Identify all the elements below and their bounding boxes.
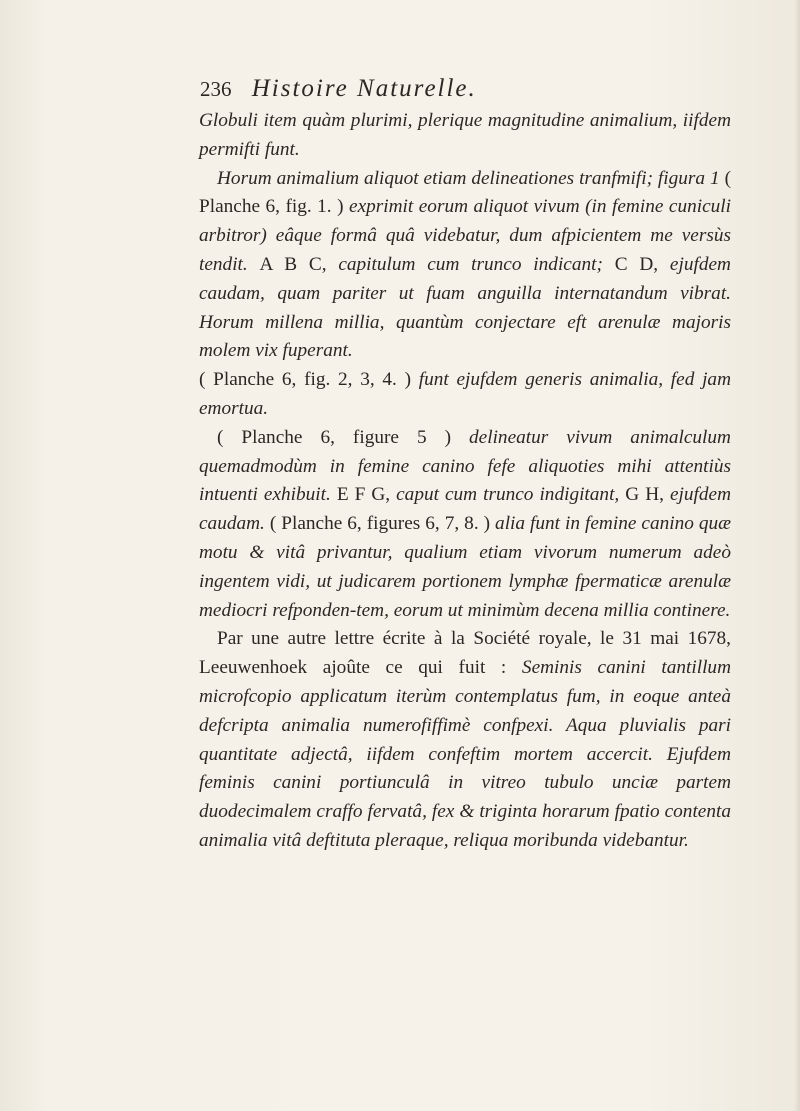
running-title: Histoire Naturelle.: [251, 75, 477, 102]
text-segment: Par une autre lettre écrite à la Société royale, le 31 mai 1678, Leeuwenhoek ajoûte ce qui fuit :: [199, 628, 731, 679]
text-segment: ejufdem caudam, quam pariter ut fuam anguilla internatandum vibrat. Horum millena millia, quantùm conjectare eft arenulæ majoris molem vix fuperant.: [199, 253, 731, 362]
text-segment: capitulum cum trunco indicant;: [338, 253, 615, 275]
text-segment: delineatur vivum animalculum quemadmodùm in femine canino fefe aliquoties mihi attentiùs intuenti exhibuit.: [199, 426, 731, 506]
text-segment: ( Planche 6, fig. 2, 3, 4. ): [199, 369, 419, 391]
text-segment: A B C,: [259, 253, 339, 275]
paragraph-5: [199, 625, 731, 855]
running-header: [200, 74, 640, 104]
text-segment: Seminis canini tantillum microfcopio applicatum iterùm contemplatus fum, in eoque anteà defcripta animalia numerofiffimè confpexi. Aqua pluvialis pari quantitate adjectâ, iifdem confeftim mortem accercit. Ejufdem feminis canini portiunculâ in vitreo tubulo unciæ partem duodecimalem craffo fervatâ, fex & triginta horarum fpatio contenta animalia vitâ deftituta pleraque, reliqua moribunda videbantur.: [199, 657, 731, 851]
text-segment: alia funt in femine canino quæ motu & vitâ privantur, qualium etiam vivorum numerum adeò ingentem vidi, ut judicarem portionem lymphæ fpermaticæ arenulæ mediocri refponden-tem, eorum ut minimùm decena millia continere.: [199, 513, 731, 621]
text-segment: Horum animalium aliquot etiam delineationes tranfmifi; figura 1: [217, 167, 725, 189]
text-segment: ( Planche 6, figure 5 ): [217, 426, 470, 448]
paragraph-4: [199, 424, 731, 626]
page-number: 236: [200, 77, 232, 101]
paragraph-3: [199, 366, 731, 424]
page-body: [199, 107, 731, 856]
text-segment: ( Planche 6, fig. 1. ): [199, 167, 731, 218]
text-segment: G H,: [625, 484, 670, 506]
text-segment: funt ejufdem generis animalia, fed jam emortua.: [199, 369, 731, 419]
paragraph-2: [199, 165, 731, 367]
text-segment: C D,: [614, 253, 670, 275]
text-segment: ejufdem caudam.: [199, 484, 731, 535]
text-segment: caput cum trunco indigitant,: [396, 484, 626, 506]
text-segment: exprimit eorum aliquot vivum (in femine cuniculi arbitror) eâque formâ quâ videbatur, dum afpicientem me versùs tendit.: [199, 196, 731, 275]
text-segment: Globuli item quàm plurimi, plerique magnitudine animalium, iifdem permifti funt.: [199, 110, 731, 160]
text-segment: ( Planche 6, figures 6, 7, 8. ): [269, 513, 496, 535]
page-edge-shadow: [794, 0, 800, 1111]
text-segment: E F G,: [336, 484, 397, 506]
paragraph-1: [199, 107, 731, 165]
